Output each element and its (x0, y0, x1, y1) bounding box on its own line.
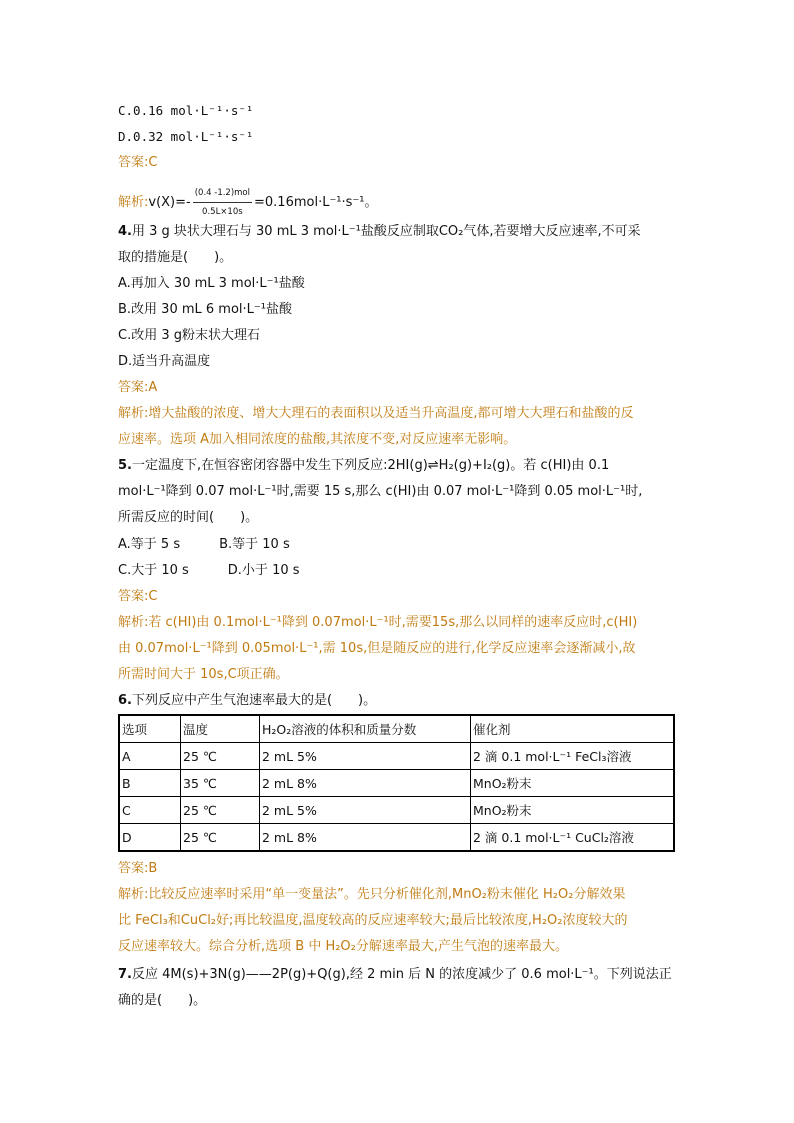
q5-stem-line3: 所需反应的时间( )。 (118, 510, 259, 525)
q4-answer: 答案:A (118, 380, 158, 395)
table-cell: MnO₂粉末 (471, 797, 675, 824)
table-row (119, 770, 674, 797)
q3-explanation-label: 解析: (118, 195, 149, 210)
q7-stem-line1 (118, 966, 672, 984)
q5-explanation-line1: 解析:若 c(HI)由 0.1mol·L⁻¹降到 0.07mol·L⁻¹时,需要15s,那么以同样的速率反应时,c(HI) (118, 615, 638, 630)
q4-option-b: B.改用 30 mL 6 mol·L⁻¹盐酸 (118, 302, 292, 317)
q5-explanation-line3: 所需时间大于 10s,C项正确。 (118, 667, 289, 682)
question-number: 5. (118, 458, 132, 473)
q5-stem-line2: mol·L⁻¹降到 0.07 mol·L⁻¹时,需要 15 s,那么 c(HI)由 0.07 mol·L⁻¹降到 0.05 mol·L⁻¹时, (118, 484, 643, 499)
question-text: 下列反应中产生气泡速率最大的是( )。 (131, 693, 377, 708)
q7-stem-line2: 确的是( )。 (118, 993, 207, 1008)
table-header-row (119, 715, 674, 743)
q4-explanation-line1: 解析:增大盐酸的浓度、增大大理石的表面积以及适当升高温度,都可增大大理石和盐酸的反 (118, 406, 634, 421)
question-number: 6. (118, 693, 132, 708)
question-text: 反应 4M(s)+3N(g)——2P(g)+Q(g),经 2 min 后 N 的浓度减少了 0.6 mol·L⁻¹。下列说法正 (131, 967, 672, 982)
q3-expl-rhs: =0.16mol·L⁻¹·s⁻¹。 (254, 195, 378, 210)
table-cell: 35 ℃ (181, 770, 260, 797)
q3-expl-lhs: v(X)=- (148, 195, 191, 210)
q3-fraction-denominator: 0.5L×10s (202, 207, 243, 217)
q4-option-d: D.适当升高温度 (118, 354, 211, 369)
q6-answer: 答案:B (118, 861, 158, 876)
table-cell: 2 滴 0.1 mol·L⁻¹ FeCl₃溶液 (471, 743, 675, 770)
q4-option-a: A.再加入 30 mL 3 mol·L⁻¹盐酸 (118, 276, 305, 291)
q3-answer: 答案:C (118, 155, 158, 170)
table-header-cell: 选项 (119, 715, 181, 743)
question-text: 一定温度下,在恒容密闭容器中发生下列反应:2HI(g)⇌H₂(g)+I₂(g)。若 c(HI)由 0.1 (131, 458, 610, 473)
q3-fraction-numerator: (0.4 -1.2)mol (193, 184, 252, 203)
q6-explanation-line1: 解析:比较反应速率时采用“单一变量法”。先只分析催化剂,MnO₂粉末催化 H₂O₂分解效果 (118, 887, 626, 902)
q3-option-c: C.0.16 mol·L⁻¹·s⁻¹ (118, 103, 254, 118)
table-row (119, 797, 674, 824)
q4-stem-line1 (118, 223, 641, 241)
table-cell: 25 ℃ (181, 743, 260, 770)
table-header-cell: 催化剂 (471, 715, 675, 743)
q6-stem (118, 692, 376, 710)
table-cell: 2 mL 8% (260, 770, 471, 797)
table-header-cell: H₂O₂溶液的体积和质量分数 (260, 715, 471, 743)
q3-fraction (193, 184, 252, 221)
q4-option-c: C.改用 3 g粉末状大理石 (118, 328, 260, 343)
q3-option-d: D.0.32 mol·L⁻¹·s⁻¹ (118, 129, 254, 144)
q6-table (118, 714, 675, 852)
question-text: 用 3 g 块状大理石与 30 mL 3 mol·L⁻¹盐酸反应制取CO₂气体,若要增大反应速率,不可采 (131, 224, 641, 239)
q5-options-ab: A.等于 5 s B.等于 10 s (118, 537, 290, 552)
q5-options-cd: C.大于 10 s D.小于 10 s (118, 563, 300, 578)
table-cell: 2 mL 8% (260, 824, 471, 852)
table-header-cell: 温度 (181, 715, 260, 743)
table-cell: C (119, 797, 181, 824)
table-row (119, 824, 674, 852)
q5-explanation-line2: 由 0.07mol·L⁻¹降到 0.05mol·L⁻¹,需 10s,但是随反应的进行,化学反应速率会逐渐减小,故 (118, 641, 636, 656)
table-cell: 25 ℃ (181, 797, 260, 824)
q4-stem-text1 (118, 224, 641, 239)
table-cell: 2 mL 5% (260, 743, 471, 770)
q3-explanation (118, 184, 378, 221)
q6-explanation-line2: 比 FeCl₃和CuCl₂好;再比较温度,温度较高的反应速率较大;最后比较浓度,H₂O₂浓度较大的 (118, 913, 628, 928)
question-number: 4. (118, 224, 132, 239)
table-cell: A (119, 743, 181, 770)
q5-stem-line1 (118, 457, 609, 475)
table-cell: D (119, 824, 181, 852)
table-cell: 2 滴 0.1 mol·L⁻¹ CuCl₂溶液 (471, 824, 675, 852)
question-number: 7. (118, 967, 132, 982)
q4-stem-line2: 取的措施是( )。 (118, 250, 233, 265)
table-cell: 25 ℃ (181, 824, 260, 852)
q6-explanation-line3: 反应速率较大。综合分析,选项 B 中 H₂O₂分解速率最大,产生气泡的速率最大。 (118, 939, 569, 954)
table-row (119, 743, 674, 770)
table-cell: MnO₂粉末 (471, 770, 675, 797)
table-cell: 2 mL 5% (260, 797, 471, 824)
q5-answer: 答案:C (118, 589, 158, 604)
q4-explanation-line2: 应速率。选项 A加入相同浓度的盐酸,其浓度不变,对反应速率无影响。 (118, 432, 517, 447)
table-cell: B (119, 770, 181, 797)
